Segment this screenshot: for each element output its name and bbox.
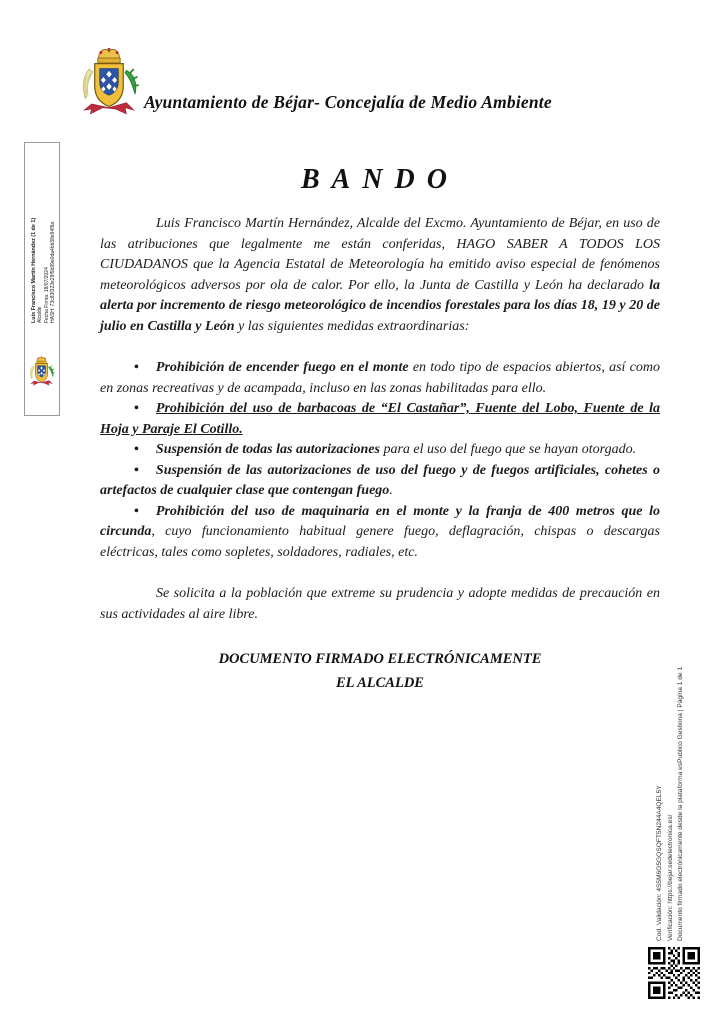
signature-line-1: DOCUMENTO FIRMADO ELECTRÓNICAMENTE <box>218 651 542 667</box>
bejar-coat-of-arms-small-icon <box>28 351 55 391</box>
list-item <box>100 358 660 399</box>
spacer <box>100 563 660 584</box>
measures-list <box>100 358 660 563</box>
measure-rest: . <box>389 483 393 498</box>
signature-block <box>100 647 660 695</box>
bullet-icon: • <box>134 360 139 375</box>
signature-line-2: EL ALCALDE <box>336 675 424 691</box>
list-item <box>100 502 660 564</box>
signature-date: Fecha Firma: 18/07/2024 <box>43 267 50 323</box>
header-title: Ayuntamiento de Béjar- Concejalía de Medio Ambiente <box>144 92 552 112</box>
validation-code: Cod. Validación: 4S5M6G5GQSQFT5N244A4QEL5Y <box>656 785 663 941</box>
intro-bold-alert: la alerta por incremento de riesgo meteorológico de incendios forestales para los días 18, 19 y 20 de julio en Castilla y León <box>100 277 660 334</box>
intro-tail: y las siguientes medidas extraordinarias: <box>234 318 470 334</box>
measure-bold: Prohibición del uso de barbacoas de “El Castañar”, Fuente del Lobo, Fuente de la Hoja y Paraje El Cotillo. <box>100 401 660 437</box>
platform-note: Documento firmado electrónicamente desde la plataforma esPublico Gestiona | Página 1 de 1 <box>677 666 684 941</box>
bejar-coat-of-arms-icon <box>78 42 140 120</box>
bullet-icon: • <box>134 442 139 457</box>
measure-bold: Prohibición de encender fuego en el monte <box>155 360 409 375</box>
list-item <box>100 440 660 461</box>
measure-bold: Suspensión de las autorizaciones de uso del fuego y de fuegos artificiales, cohetes o artefactos de cualquier clase que contengan fuego <box>100 462 660 498</box>
measure-bold: Prohibición del uso de maquinaria en el monte y la franja de 400 metros que lo circunda <box>100 503 660 539</box>
signature-hash: HASH: 73c83f323e29f5b99e0da4bb38e94f9a <box>50 221 57 323</box>
closing-paragraph: Se solicita a la población que extreme su prudencia y adopte medidas de precaución en sus actividades al aire libre. <box>100 586 660 622</box>
validation-stamp-text <box>655 633 689 941</box>
signer-role: Alcalde <box>37 306 44 323</box>
document-title: BANDO <box>300 164 459 195</box>
measure-rest: en todo tipo de espacios abiertos, así como en zonas recreativas y de acampada, incluso en las zonas habilitadas para ello. <box>100 360 660 396</box>
document-body <box>100 164 660 695</box>
measure-rest: para el uso del fuego que se hayan otorgado. <box>379 442 637 457</box>
bullet-icon: • <box>134 401 139 416</box>
intro-pre: Luis Francisco Martín Hernández, Alcalde del Excmo. Ayuntamiento de Béjar, en uso de las atribuciones que legalmente me están conferidas, HAGO SABER A TODOS LOS CIUDADANOS que la Agencia Estatal de Meteorología ha emitido aviso especial de fenómenos meteorológicos adversos por ola de calor. Por ello, la Junta de Castilla y León ha declarado <box>100 216 660 293</box>
intro-paragraph <box>100 214 660 337</box>
verification-url: Verificación: https://bejar.sedelectronica.es/ <box>666 814 674 941</box>
qr-code-icon <box>648 947 700 999</box>
measure-bold: Suspensión de todas las autorizaciones <box>155 442 380 457</box>
measure-rest: , cuyo funcionamiento habitual genere fuego, deflagración, chispas o descargas eléctricas, tales como sopletes, soldadores, radiales, etc. <box>100 524 660 560</box>
list-item <box>100 399 660 440</box>
bullet-icon: • <box>134 503 139 519</box>
spacer <box>100 337 660 358</box>
signature-stamp-text <box>31 151 57 323</box>
list-item <box>100 461 660 502</box>
bullet-icon: • <box>134 462 139 478</box>
signer-name: Luis Francisco Martín Hernández (1 de 1) <box>31 217 37 323</box>
